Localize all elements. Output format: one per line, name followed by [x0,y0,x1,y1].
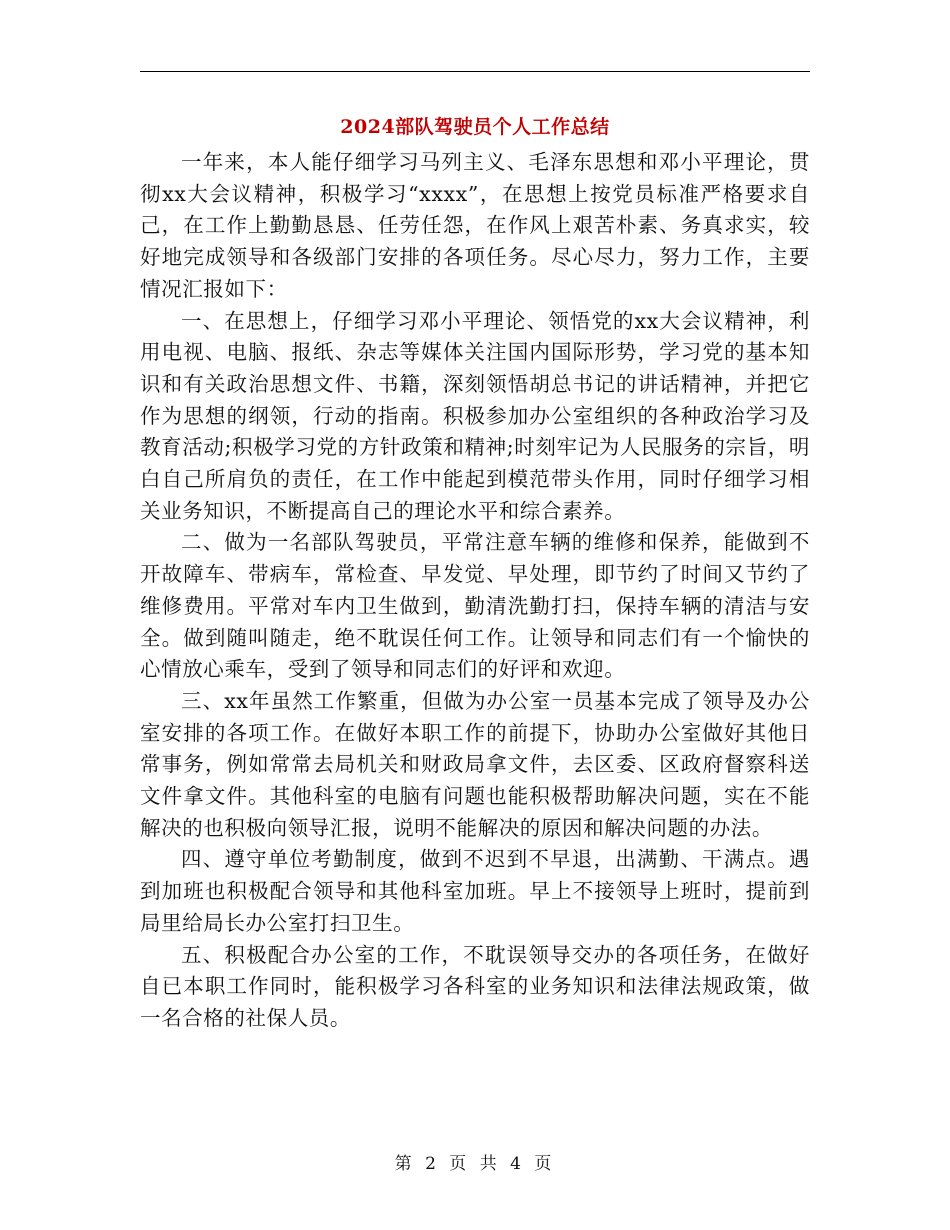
paragraph-section-3: 三、xx年虽然工作繁重，但做为办公室一员基本完成了领导及办公室安排的各项工作。在做好本职工作的前提下，协助办公室做好其他日常事务，例如常常去局机关和财政局拿文件，去区委、区政府督察科送文件拿文件。其他科室的电脑有问题也能积极帮助解决问题，实在不能解决的也积极向领导汇报，说明不能解决的原因和解决问题的办法。 [140,688,810,840]
paragraph-intro: 一年来，本人能仔细学习马列主义、毛泽东思想和邓小平理论，贯彻xx大会议精神，积极学习“xxxx”，在思想上按党员标准严格要求自己，在工作上勤勤恳恳、任劳任怨，在作风上艰苦朴素、务真求实，较好地完成领导和各级部门安排的各项任务。尽心尽力，努力工作，主要情况汇报如下： [140,150,810,301]
document-body [140,147,810,1035]
paragraph-section-5: 五、积极配合办公室的工作，不耽误领导交办的各项任务，在做好自已本职工作同时，能积极学习各科室的业务知识和法律法规政策，做一名合格的社保人员。 [140,942,810,1030]
paragraph-section-2: 二、做为一名部队驾驶员，平常注意车辆的维修和保养，能做到不开故障车、带病车，常检查、早发觉、早处理，即节约了时间又节约了维修费用。平常对车内卫生做到，勤清洗勤打扫，保持车辆的清洁与安全。做到随叫随走，绝不耽误任何工作。让领导和同志们有一个愉快的心情放心乘车，受到了领导和同志们的好评和欢迎。 [140,530,810,682]
page-number: 第 2 页 共 4 页 [394,1154,556,1174]
header-rule [140,71,810,72]
paragraph-section-4: 四、遵守单位考勤制度，做到不迟到不早退，出满勤、干满点。遇到加班也积极配合领导和其他科室加班。早上不接领导上班时，提前到局里给局长办公室打扫卫生。 [140,847,810,935]
document-title: 2024部队驾驶员个人工作总结 [340,116,610,138]
paragraph-section-1: 一、在思想上，仔细学习邓小平理论、领悟党的xx大会议精神，利用电视、电脑、报纸、杂志等媒体关注国内国际形势，学习党的基本知识和有关政治思想文件、书籍，深刻领悟胡总书记的讲话精神，并把它作为思想的纲领，行动的指南。积极参加办公室组织的各种政治学习及教育活动;积极学习党的方针政策和精神;时刻牢记为人民服务的宗旨，明白自己所肩负的责任，在工作中能起到模范带头作用，同时仔细学习相关业务知识，不断提高自己的理论水平和综合素养。 [140,308,810,523]
